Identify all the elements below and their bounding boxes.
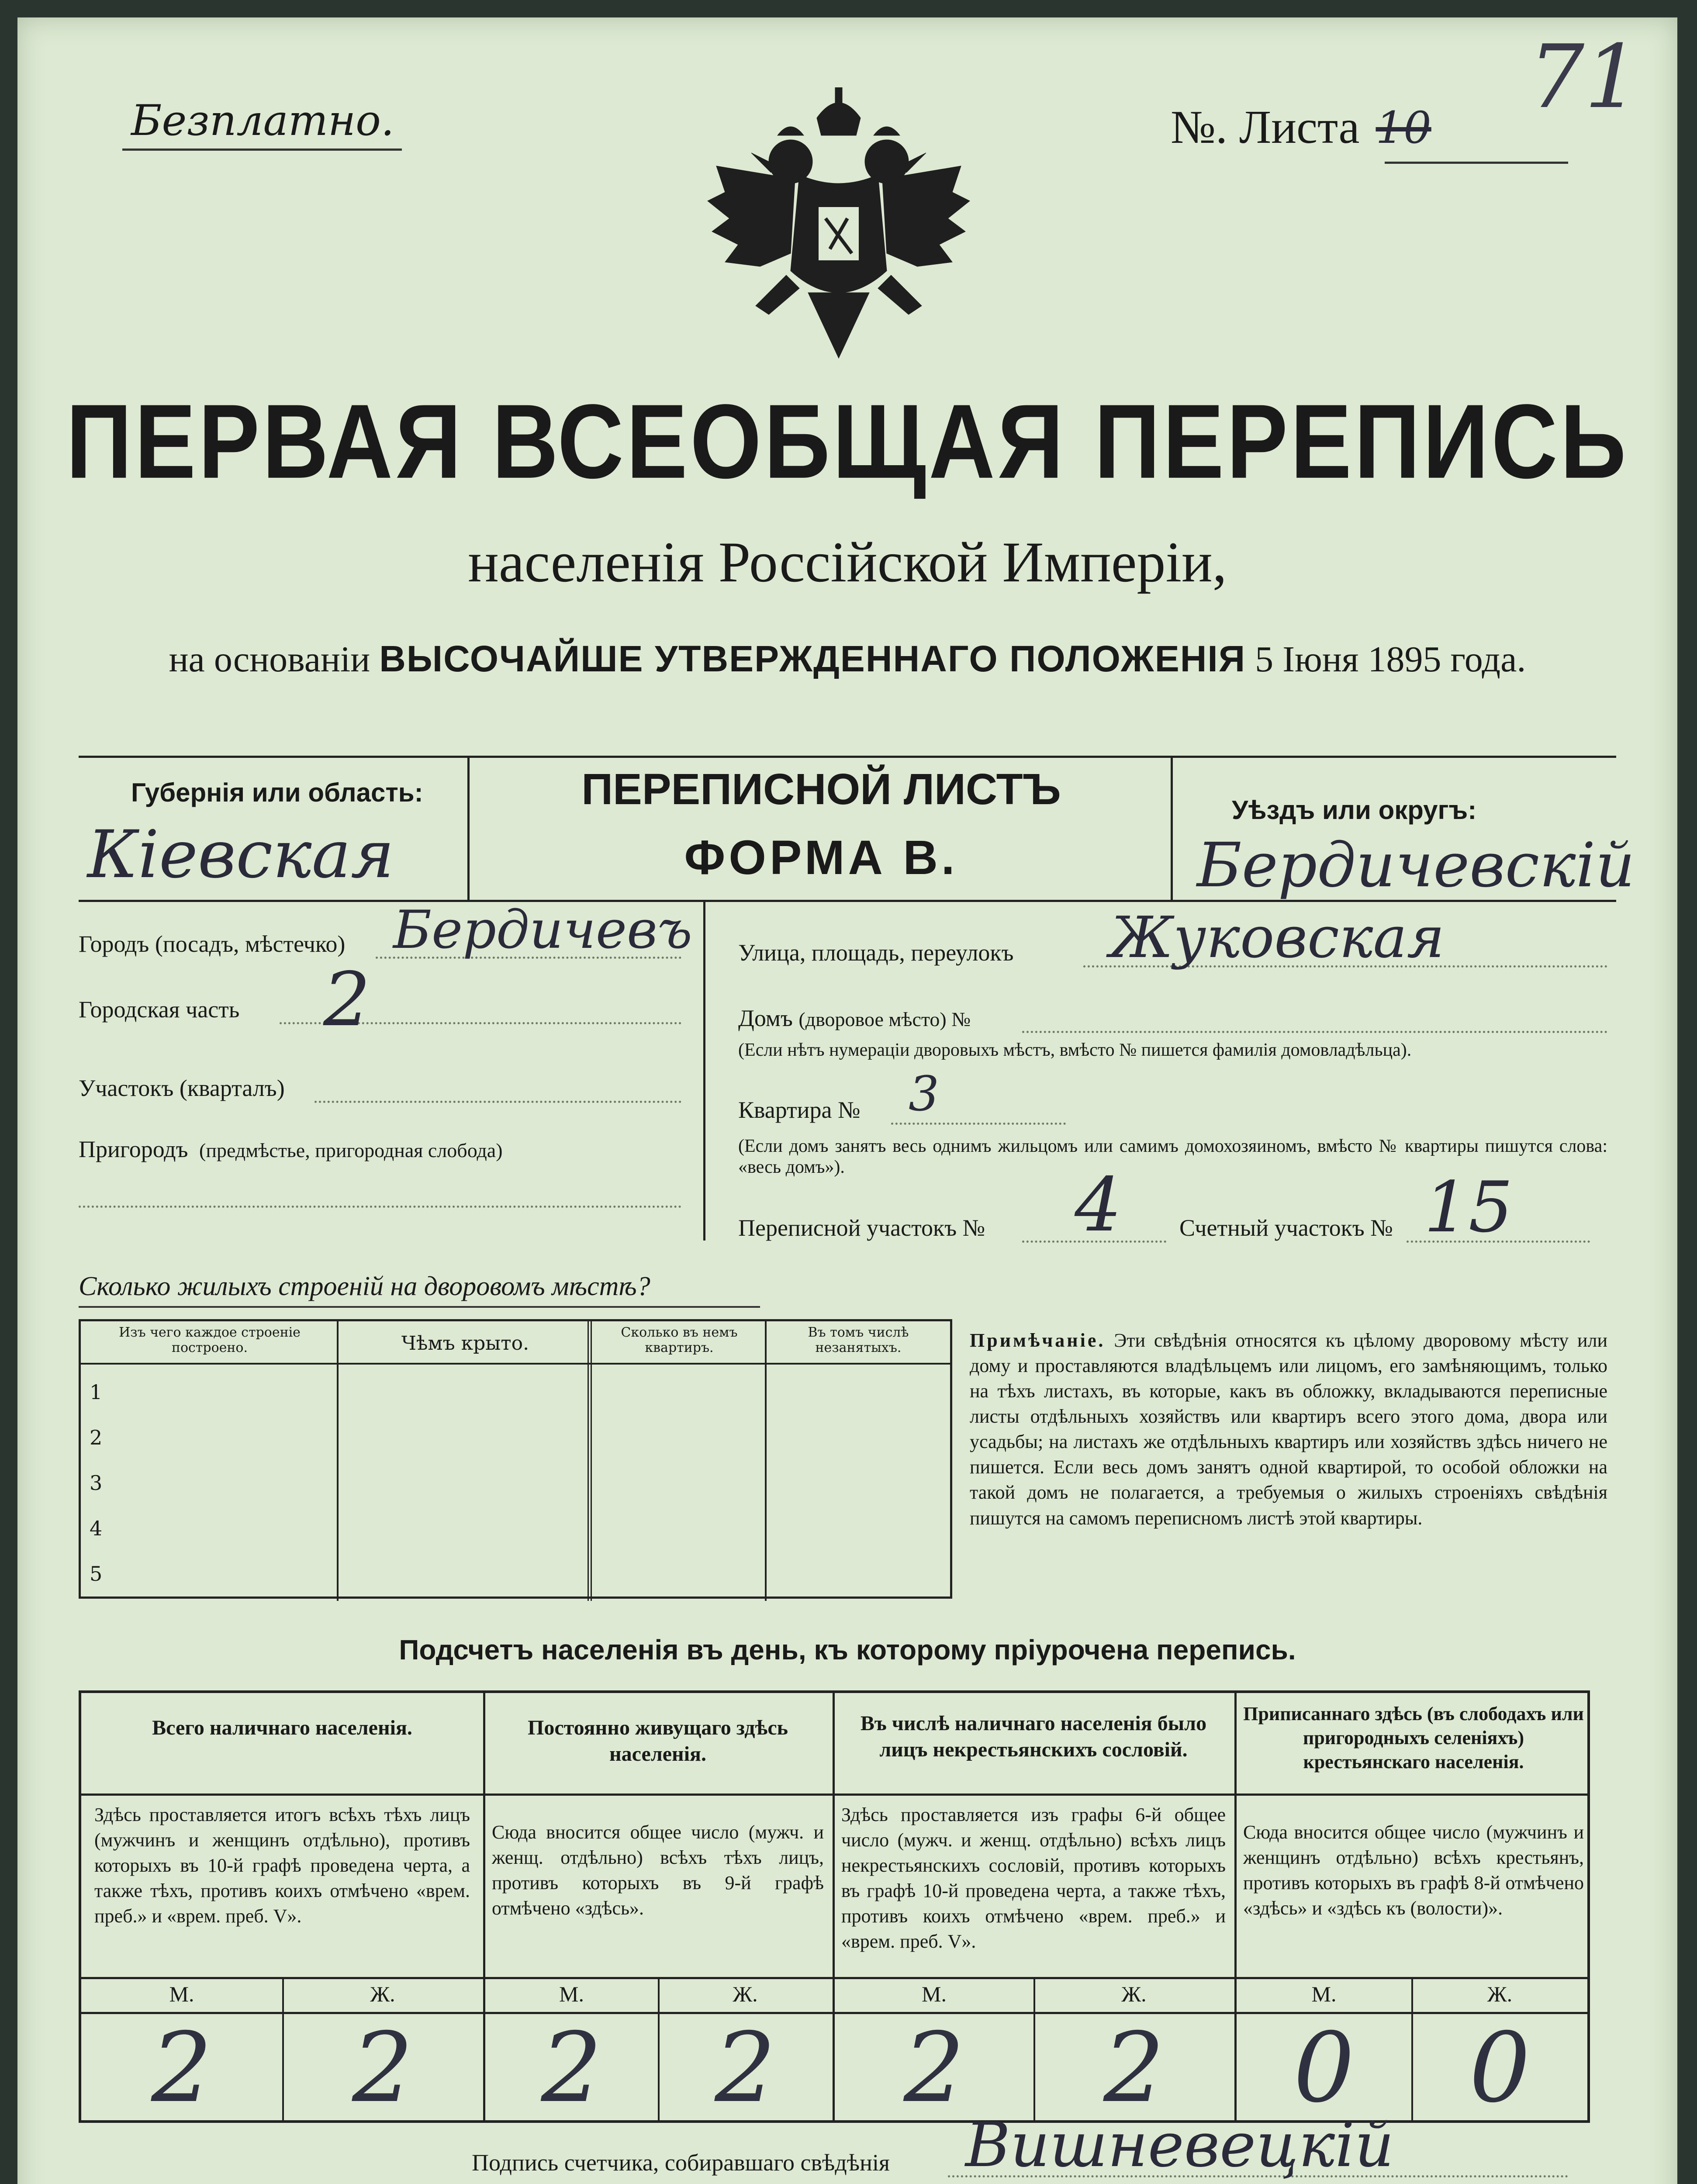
permanent-male-value: 2 [541, 2012, 602, 2124]
col-male-label: М. [922, 1982, 947, 2006]
corner-number: 71 [1529, 26, 1640, 128]
buildings-col-apartments: Сколько въ немъ квартиръ. [621, 1325, 738, 1355]
table-row: 2 [90, 1426, 103, 1449]
buildings-col-roof: Чѣмъ крыто. [401, 1332, 529, 1355]
census-area-label: Переписной участокъ № [738, 1215, 985, 1241]
population-col-total-header: Всего наличнаго населенія. [152, 1716, 412, 1739]
col-female-label: Ж. [733, 1982, 758, 2006]
province-value: Кіевская [87, 817, 394, 893]
nonpeasant-male-value: 2 [903, 2012, 965, 2124]
table-row: 1 [90, 1380, 103, 1404]
buildings-col-vacant: Въ томъ числѣ незанятыхъ. [808, 1325, 909, 1355]
free-underline [122, 149, 402, 151]
province-label: Губернія или область: [131, 778, 423, 807]
house-hint: (Если нѣтъ нумераціи дворовыхъ мѣстъ, вмѣсто № пишется фамилія домовладѣльца). [738, 1040, 1412, 1060]
apartment-hint: (Если домъ занятъ весь однимъ жильцомъ или самимъ домохозяиномъ, вмѣсто № квартиры пишутся слова: «весь домъ»). [738, 1136, 1607, 1177]
legal-basis: на основаніи ВЫСОЧАЙШЕ УТВЕРЖДЕННАГО ПОЛОЖЕНІЯ 5 Іюня 1895 года. [169, 638, 1526, 680]
block-label: Участокъ (кварталъ) [79, 1075, 285, 1101]
buildings-note: Примѣчаніе. Эти свѣдѣнія относятся къ цѣлому дворовому мѣсту или дому и проставляются владѣльцемъ или лицомъ, его замѣняющимъ, только на тѣхъ листахъ, въ которые, какъ въ обложку, вкладываются переписные листы отдѣльныхъ хозяйствъ или квартиръ всего этого дома, двора или усадьбы; на листахъ же отдѣльныхъ квартиръ или хозяйствъ здѣсь ничего не пишется. Если весь домъ занятъ одной квартирой, то особой обложки на такой домъ не полагается, а требуемыя о жилыхъ строеніяхъ свѣдѣнія пишутся на самомъ переписномъ листѣ этой квартиры. [970, 1330, 1608, 1529]
col-male-label: М. [169, 1982, 194, 2006]
street-value: Жуковская [1109, 904, 1445, 971]
population-col-total-desc: Здѣсь проставляется итогъ всѣхъ тѣхъ лицъ (мужчинъ и женщинъ отдѣльно), противъ которыхъ въ 10-й графѣ проведена черта, а также тѣхъ, противъ коихъ отмѣчено «врем. преб.» и «врем. преб. V». [94, 1804, 470, 1927]
form-title: ПЕРЕПИСНОЙ ЛИСТЪ [581, 765, 1061, 814]
buildings-rows [90, 1369, 102, 1597]
population-col-nonpeasant-desc: Здѣсь проставляется изъ графы 6-й общее число (мужч. и женщ. отдѣльно) всѣхъ лицъ некрестьянскихъ сословій, противъ которыхъ въ графѣ 10-й проведена черта, а также тѣхъ, противъ коихъ отмѣчено «врем. преб.» и «врем. преб. V». [841, 1804, 1226, 1952]
city-value: Бердичевъ [393, 900, 692, 961]
city-part-label: Городская часть [79, 996, 240, 1023]
city-label: Городъ (посадъ, мѣстечко) [79, 931, 346, 957]
total-female-value: 2 [352, 2012, 413, 2124]
apartment-value: 3 [909, 1066, 939, 1122]
population-col-nonpeasant-header: Въ числѣ наличнаго населенія было лицъ некрестьянскихъ сословій. [860, 1712, 1207, 1761]
col-male-label: М. [1311, 1982, 1337, 2006]
form-label: ФОРМА В. [684, 831, 958, 885]
population-col-permanent-desc: Сюда вносится общее число (мужч. и женщ. отдѣльно) всѣхъ тѣхъ лицъ, противъ которыхъ въ 9-й графѣ отмѣчено «здѣсь». [492, 1821, 824, 1919]
population-col-peasant-desc: Сюда вносится общее число (мужчинъ и женщинъ отдѣльно) всѣхъ крестьянъ, противъ которыхъ въ графѣ 8-й отмѣчено «здѣсь» и «здѣсь къ (волости)». [1243, 1821, 1584, 1919]
buildings-question: Сколько жилыхъ строеній на дворовомъ мѣстѣ? [79, 1272, 650, 1301]
signature-value: Вишневецкій [965, 2110, 1394, 2181]
sheet-number-label: №. Листа [1171, 101, 1360, 153]
census-sheet [17, 17, 1677, 2184]
signature-label: Подпись счетчика, собиравшаго свѣдѣнія [472, 2149, 890, 2176]
total-male-value: 2 [151, 2012, 212, 2124]
col-male-label: М. [559, 1982, 584, 2006]
double-headed-eagle-icon [699, 87, 978, 376]
col-female-label: Ж. [1121, 1982, 1147, 2006]
apartment-label: Квартира № [738, 1097, 861, 1123]
free-label: Безплатно. [131, 96, 394, 145]
buildings-table [79, 1319, 952, 1599]
col-female-label: Ж. [370, 1982, 395, 2006]
table-row: 5 [90, 1562, 103, 1586]
page-subtitle: населенія Россійской Имперіи, [468, 530, 1227, 594]
district-label: Уѣздъ или округъ: [1232, 795, 1477, 825]
population-table [79, 1690, 1590, 2123]
city-part-value: 2 [323, 957, 371, 1043]
count-area-value: 15 [1424, 1166, 1513, 1248]
buildings-col-material: Изъ чего каждое строеніе построено. [119, 1325, 301, 1355]
count-area-label: Счетный участокъ № [1179, 1215, 1393, 1241]
col-female-label: Ж. [1487, 1982, 1513, 2006]
district-value: Бердичевскій [1197, 830, 1635, 901]
sheet-number-underline [1385, 162, 1568, 164]
nonpeasant-female-value: 2 [1103, 2012, 1165, 2124]
population-title: Подсчетъ населенія въ день, къ которому пріурочена перепись. [399, 1634, 1296, 1666]
street-label: Улица, площадь, переулокъ [738, 940, 1014, 966]
page-title: ПЕРВАЯ ВСЕОБЩАЯ ПЕРЕПИСЬ [66, 382, 1629, 501]
suburb-label: Пригородъ (предмѣстье, пригородная слобода) [79, 1136, 503, 1162]
census-area-value: 4 [1075, 1162, 1122, 1248]
table-row: 4 [90, 1517, 103, 1540]
peasant-male-value: 0 [1293, 2012, 1355, 2124]
permanent-female-value: 2 [715, 2012, 776, 2124]
peasant-female-value: 0 [1469, 2012, 1531, 2124]
population-col-permanent-header: Постоянно живущаго здѣсь населенія. [527, 1716, 788, 1766]
house-label: Домъ (дворовое мѣсто) № [738, 1005, 971, 1031]
population-col-peasant-header: Приписаннаго здѣсь (въ слободахъ или пригородныхъ селеніяхъ) крестьянскаго населенія. [1243, 1703, 1584, 1773]
table-row: 3 [90, 1471, 103, 1495]
sheet-number-value: 10 [1376, 102, 1431, 153]
